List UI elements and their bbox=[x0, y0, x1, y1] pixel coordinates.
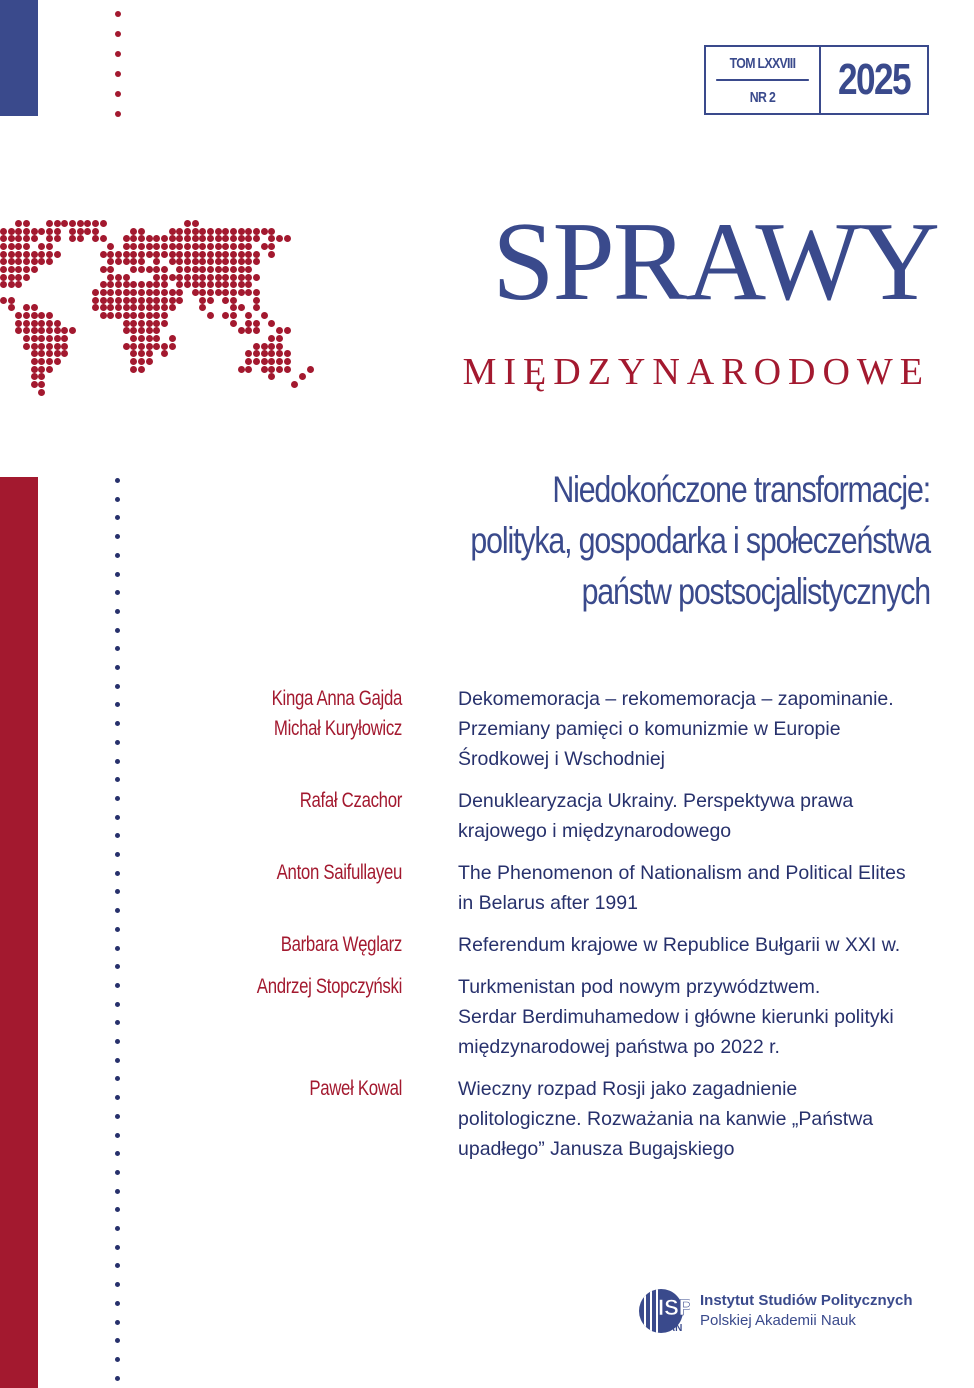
author-name: Barbara Węglarz bbox=[280, 933, 402, 956]
issue-info-box bbox=[704, 45, 929, 115]
article-title-line: The Phenomenon of Nationalism and Political Elites bbox=[458, 862, 906, 884]
toc-authors bbox=[200, 972, 430, 1062]
publisher-block bbox=[638, 1288, 913, 1334]
publisher-name-line2: Polskiej Akademii Nauk bbox=[700, 1312, 856, 1329]
article-title-line: Przemiany pamięci o komunizmie w Europie bbox=[458, 718, 841, 740]
article-title bbox=[430, 1074, 940, 1164]
toc-authors bbox=[200, 684, 430, 774]
top-left-blue-bar bbox=[0, 0, 38, 116]
toc-authors bbox=[200, 930, 430, 960]
article-title-line: Denuklearyzacja Ukrainy. Perspektywa prawa bbox=[458, 790, 854, 812]
issue-theme-heading bbox=[310, 464, 930, 617]
article-title bbox=[430, 786, 940, 846]
volume-label: TOM LXXVIII bbox=[716, 47, 809, 81]
svg-text:ISP: ISP bbox=[658, 1295, 690, 1320]
left-red-bar bbox=[0, 477, 38, 1388]
author-name: Kinga Anna Gajda bbox=[271, 687, 402, 710]
article-title-line: in Belarus after 1991 bbox=[458, 892, 638, 914]
article-title-line: krajowego i międzynarodowego bbox=[458, 820, 732, 842]
article-title bbox=[430, 930, 940, 960]
article-title bbox=[430, 972, 940, 1062]
journal-title: SPRAWY bbox=[492, 200, 938, 324]
article-title-line: Turkmenistan pod nowym przywództwem. bbox=[458, 976, 821, 998]
article-title bbox=[430, 858, 940, 918]
toc-entry bbox=[200, 858, 940, 918]
author-name: Anton Saifullayeu bbox=[276, 861, 402, 884]
svg-text:PAN: PAN bbox=[662, 1323, 683, 1334]
article-title-line: międzynarodowej państwa po 2022 r. bbox=[458, 1036, 780, 1058]
year-label: 2025 bbox=[838, 55, 910, 104]
article-title bbox=[430, 684, 940, 774]
table-of-contents bbox=[200, 684, 940, 1176]
article-title-line: upadłego” Janusza Bugajskiego bbox=[458, 1138, 735, 1160]
author-name: Rafał Czachor bbox=[299, 789, 402, 812]
toc-entry bbox=[200, 1074, 940, 1164]
publisher-name-line1: Instytut Studiów Politycznych bbox=[700, 1292, 913, 1309]
author-name: Michał Kuryłowicz bbox=[273, 717, 402, 740]
toc-entry bbox=[200, 930, 940, 960]
article-title-line: Referendum krajowe w Republice Bułgarii w XXI w. bbox=[458, 934, 901, 956]
article-title-line: Dekomemoracja – rekomemoracja – zapominanie. bbox=[458, 688, 894, 710]
article-title-line: Wieczny rozpad Rosji jako zagadnienie bbox=[458, 1078, 798, 1100]
toc-entry bbox=[200, 972, 940, 1062]
isp-pan-logo-icon bbox=[638, 1288, 690, 1334]
author-name: Andrzej Stopczyński bbox=[256, 975, 402, 998]
toc-entry bbox=[200, 684, 940, 774]
author-name: Paweł Kowal bbox=[309, 1077, 402, 1100]
toc-authors bbox=[200, 786, 430, 846]
toc-authors bbox=[200, 858, 430, 918]
theme-line: Niedokończone transformacje: bbox=[552, 469, 930, 510]
toc-entry bbox=[200, 786, 940, 846]
toc-authors bbox=[200, 1074, 430, 1164]
theme-line: państw postsocjalistycznych bbox=[581, 571, 930, 612]
number-label: NR 2 bbox=[749, 88, 776, 106]
article-title-line: politologiczne. Rozważania na kanwie „Państwa bbox=[458, 1108, 874, 1130]
article-title-line: Serdar Berdimuhamedow i główne kierunki polityki bbox=[458, 1006, 894, 1028]
article-title-line: Środkowej i Wschodniej bbox=[458, 748, 666, 770]
journal-subtitle: MIĘDZYNARODOWE bbox=[462, 351, 930, 393]
theme-line: polityka, gospodarka i społeczeństwa bbox=[470, 520, 930, 561]
